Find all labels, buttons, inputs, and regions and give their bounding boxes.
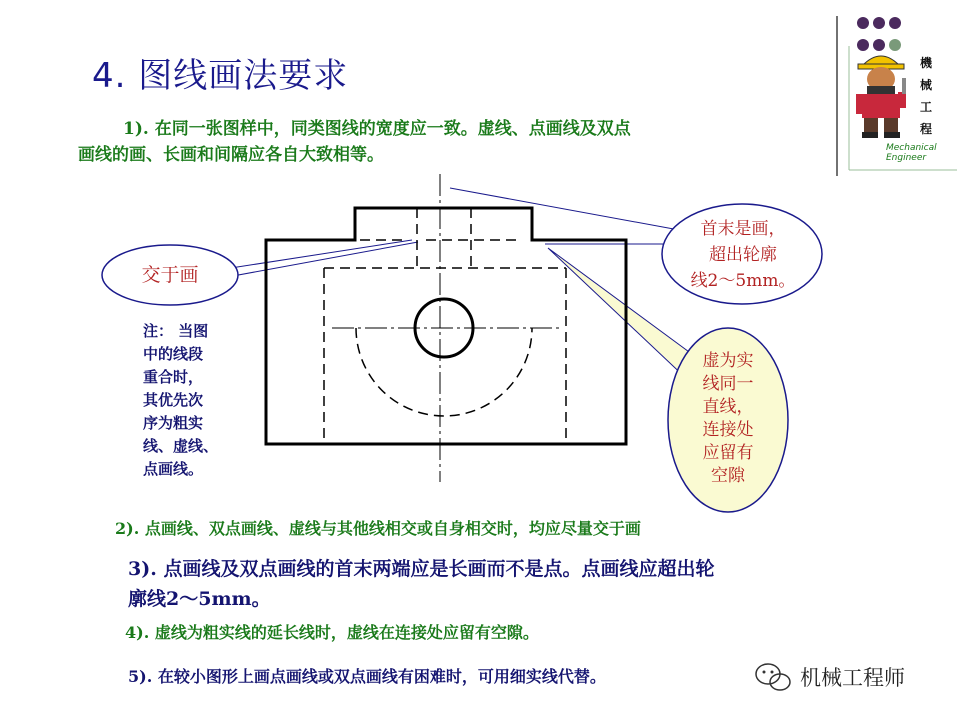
- callout-ends-text: 首末是画， 超出轮廓 线2～5mm。: [690, 219, 796, 291]
- wechat-icon: [752, 660, 796, 694]
- rule-3: 3). 点画线及双点画线的首末两端应是长画而不是点。点画线应超出轮 廓线2～5mm。: [128, 558, 715, 610]
- rule-1-line-2: 画线的画、长画和间隔应各自大致相等。: [78, 145, 384, 165]
- rule-2: 2). 点画线、双点画线、虚线与其他线相交或自身相交时，均应尽量交于画: [115, 519, 641, 538]
- rule-1-line-1: 1). 在同一张图样中，同类图线的宽度应一致。虚线、点画线及双点: [123, 119, 631, 139]
- callout-gap-text: 虚为实 线同一 直线， 连接处 应留有 空隙: [702, 351, 754, 486]
- callout-intersect-text: 交于画: [141, 264, 199, 286]
- rule-4: 4). 虚线为粗实线的延长线时，虚线在连接处应留有空隙。: [125, 623, 539, 642]
- watermark-text: 机械工程师: [800, 666, 905, 690]
- center-lines: [332, 174, 560, 482]
- rule-5: 5). 在较小图形上画点画线或双点画线有困难时，可用细实线代替。: [128, 667, 606, 686]
- slide-title: 4. 图线画法要求: [92, 56, 349, 96]
- note-text: 注： 当图 中的线段 重合时， 其优先次 序为粗实 线、虚线、 点画线。: [143, 322, 219, 478]
- logo-text: 機 械 工 程: [919, 56, 932, 136]
- outline-thick: [266, 208, 626, 444]
- hidden-lines: [324, 208, 566, 444]
- logo-subtitle: Mechanical Engineer: [886, 143, 937, 163]
